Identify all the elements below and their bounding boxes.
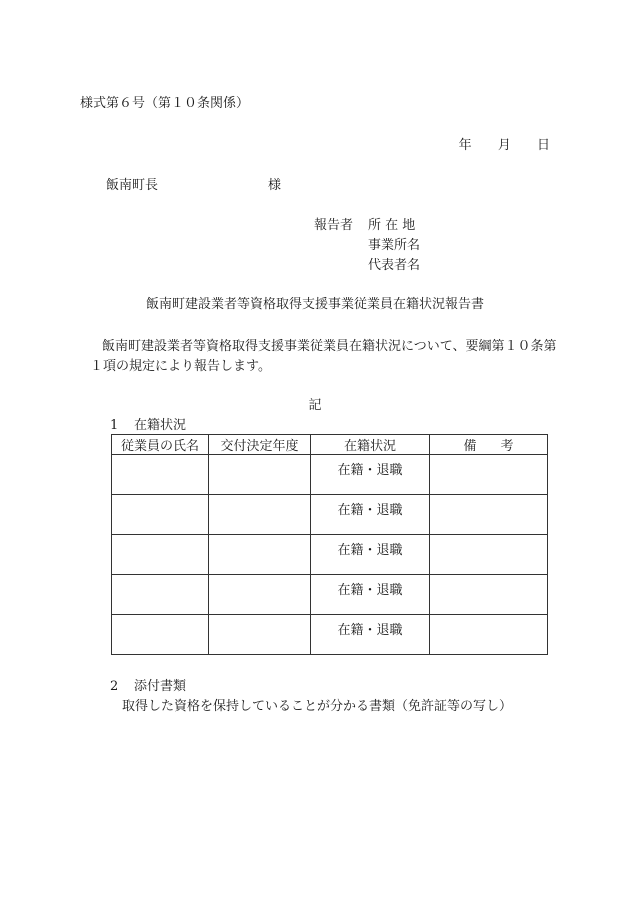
cell-status[interactable]: 在籍・退職 (311, 495, 430, 535)
cell-remarks[interactable] (430, 575, 548, 615)
header-status: 在籍状況 (311, 435, 430, 455)
cell-status[interactable]: 在籍・退職 (311, 455, 430, 495)
table-row (112, 535, 548, 575)
cell-employee-name[interactable] (112, 455, 209, 495)
form-number: 様式第６号（第１０条関係） (80, 96, 250, 111)
ki-heading: 記 (308, 398, 322, 413)
header-employee-name: 従業員の氏名 (112, 435, 209, 455)
table-row (112, 455, 548, 495)
cell-employee-name[interactable] (112, 535, 209, 575)
section-2-heading (110, 680, 186, 693)
table-row (112, 495, 548, 535)
date-year: 年 (458, 138, 472, 153)
cell-status[interactable]: 在籍・退職 (311, 535, 430, 575)
enrollment-status-table (111, 434, 548, 655)
cell-status[interactable]: 在籍・退職 (311, 575, 430, 615)
reporter-label: 報告者 (314, 218, 354, 233)
cell-remarks[interactable] (430, 535, 548, 575)
reporter-block (314, 219, 420, 279)
reporter-address-label: 所 在 地 (368, 218, 416, 233)
table-row (112, 615, 548, 655)
section-2-title: 添付書類 (134, 679, 187, 694)
cell-grant-year[interactable] (209, 495, 311, 535)
addressee (106, 179, 281, 192)
cell-grant-year[interactable] (209, 615, 311, 655)
cell-remarks[interactable] (430, 495, 548, 535)
section-1-heading (110, 419, 186, 432)
table-row (112, 575, 548, 615)
cell-grant-year[interactable] (209, 575, 311, 615)
section-2-number: 2 (110, 679, 119, 694)
header-remarks-char-2: 考 (500, 439, 514, 454)
reporter-representative-label: 代表者名 (368, 258, 421, 273)
body-text: 飯南町建設業者等資格取得支援事業従業員在籍状況について、要綱第１０条第１項の規定により報告します。 (90, 339, 557, 374)
addressee-honorific: 様 (268, 178, 282, 193)
cell-status[interactable]: 在籍・退職 (311, 615, 430, 655)
date-day: 日 (536, 138, 550, 153)
addressee-name: 飯南町長 (106, 178, 159, 193)
document-title: 飯南町建設業者等資格取得支援事業従業員在籍状況報告書 (145, 297, 484, 312)
section-1-title: 在籍状況 (134, 418, 187, 433)
cell-grant-year[interactable] (209, 455, 311, 495)
attachment-description: 取得した資格を保持していることが分かる書類（免許証等の写し） (122, 699, 513, 714)
header-remarks-char-1: 備 (463, 439, 477, 454)
cell-grant-year[interactable] (209, 535, 311, 575)
cell-employee-name[interactable] (112, 575, 209, 615)
date-line (437, 139, 550, 152)
section-1-number: 1 (110, 418, 119, 433)
header-grant-year: 交付決定年度 (209, 435, 311, 455)
table-header-row (112, 435, 548, 455)
header-remarks (430, 435, 548, 455)
cell-employee-name[interactable] (112, 495, 209, 535)
cell-employee-name[interactable] (112, 615, 209, 655)
cell-remarks[interactable] (430, 455, 548, 495)
date-month: 月 (497, 138, 511, 153)
reporter-office-label: 事業所名 (368, 238, 421, 253)
cell-remarks[interactable] (430, 615, 548, 655)
